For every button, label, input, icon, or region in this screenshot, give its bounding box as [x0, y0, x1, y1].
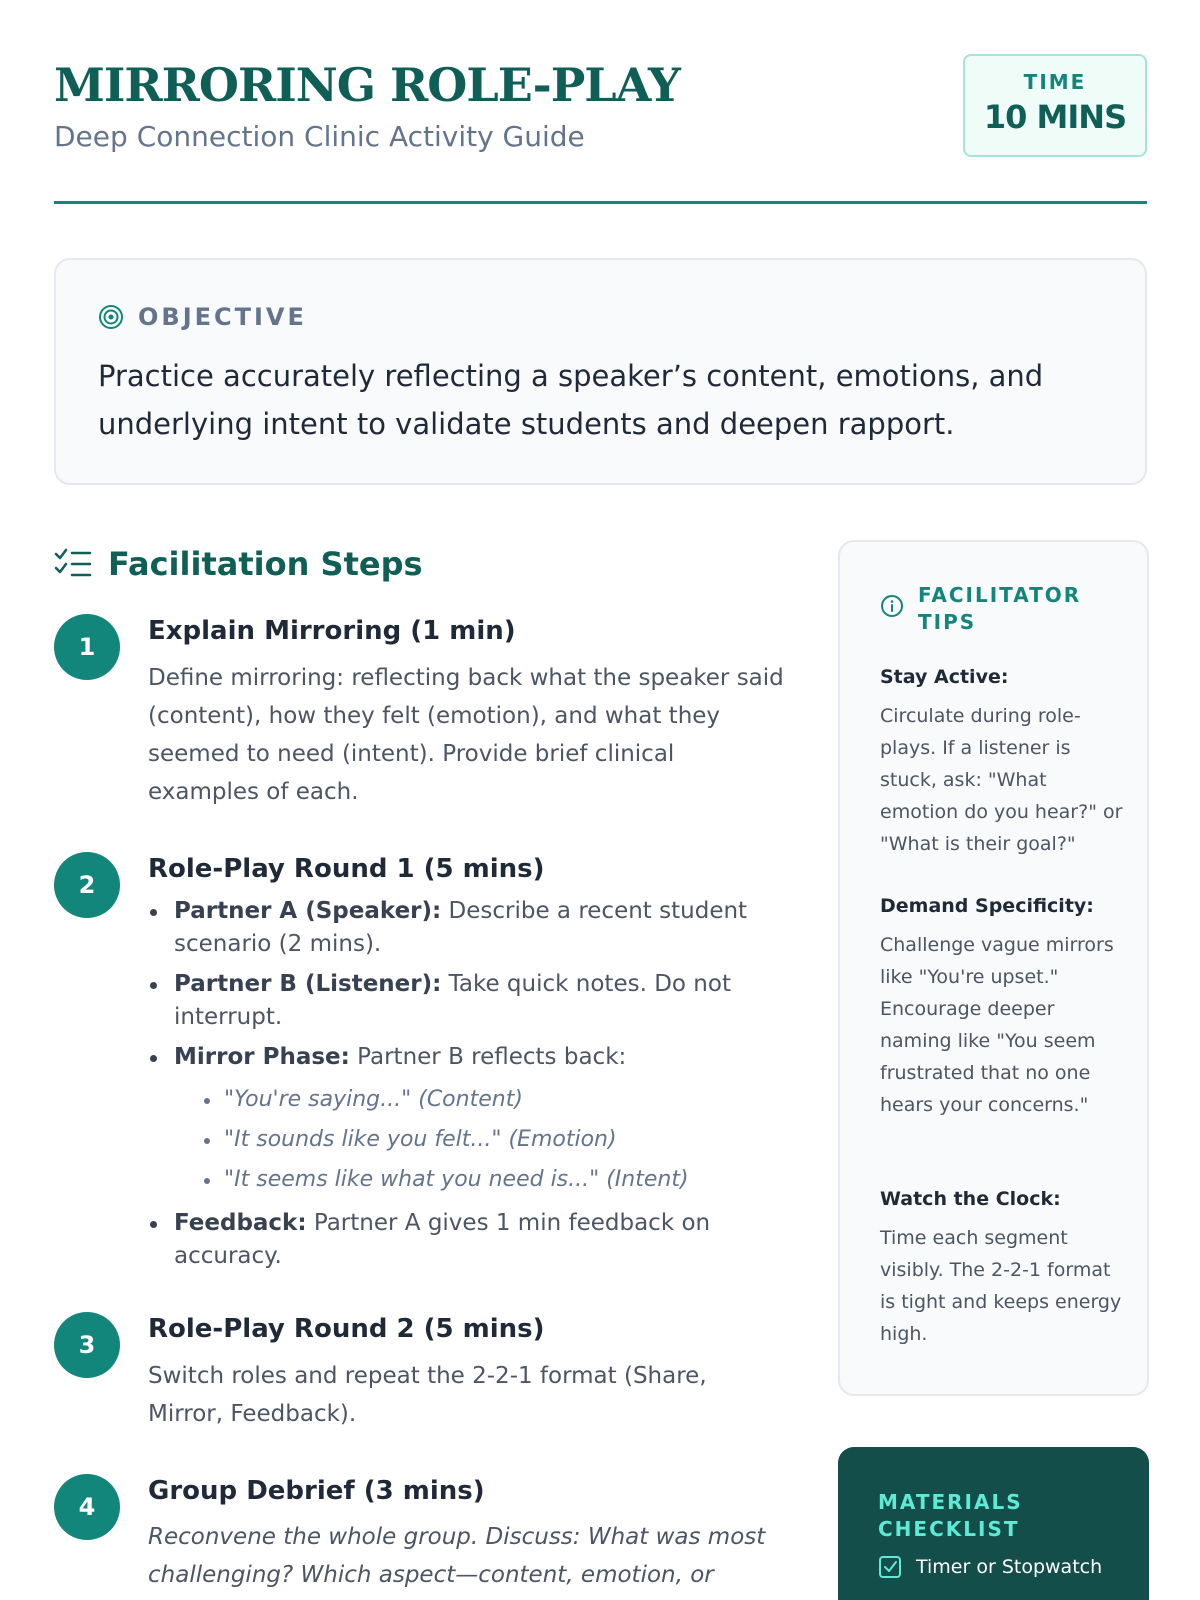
info-icon: [880, 594, 904, 618]
tip-title: Demand Specificity:: [880, 895, 1094, 917]
bullet-label: Partner A (Speaker):: [174, 898, 442, 924]
objective-header: [98, 302, 307, 332]
bullet-text: Partner A gives 1 min feedback on accuracy.: [174, 1210, 711, 1269]
sub-list-item: "It seems like what you need is..." (Intent): [196, 1160, 788, 1200]
time-badge: [963, 54, 1147, 157]
tip-title: Watch the Clock:: [880, 1188, 1061, 1210]
time-value: 10 MINS: [983, 98, 1127, 136]
sub-list-item: "It sounds like you felt..." (Emotion): [196, 1120, 788, 1160]
materials-label: MATERIALS CHECKLIST: [878, 1490, 1023, 1541]
tip-body: Circulate during role-plays. If a listener is stuck, ask: "What emotion do you hear?" or "What is their goal?": [880, 705, 1123, 855]
mirror-phase-sublist: [196, 1080, 788, 1200]
step-number-4: 4: [54, 1474, 120, 1540]
checklist-item-label: Timer or Stopwatch: [916, 1556, 1103, 1578]
page-header: [54, 54, 1147, 204]
checklist-item[interactable]: [878, 1555, 1102, 1579]
bullet-text: Take quick notes. Do not interrupt.: [174, 971, 731, 1030]
step-number-3: 3: [54, 1312, 120, 1378]
tip-title: Stay Active:: [880, 666, 1009, 688]
checkbox-icon: [878, 1555, 902, 1579]
steps-header: [54, 544, 423, 584]
bullet-label: Partner B (Listener):: [174, 971, 442, 997]
step-body-4: Reconvene the whole group. Discuss: What was most challenging? Which aspect—content, emotion, or: [148, 1524, 766, 1588]
bullet-text: Describe a recent student scenario (2 mins).: [174, 898, 748, 957]
tip-body: Challenge vague mirrors like "You're upset." Encourage deeper naming like "You seem frustrated that no one hears your concerns.": [880, 934, 1114, 1116]
list-item: [148, 895, 788, 961]
objective-text: Practice accurately reflecting a speaker’s content, emotions, and underlying intent to validate students and deepen rapport.: [98, 359, 1044, 441]
objective-label: OBJECTIVE: [138, 303, 307, 331]
step-title-2: Role-Play Round 1 (5 mins): [148, 854, 545, 884]
step-title-1: Explain Mirroring (1 min): [148, 616, 516, 646]
list-item: [148, 1041, 788, 1200]
tips-header: [880, 582, 1110, 636]
bullet-text: Partner B reflects back:: [349, 1044, 627, 1070]
step-body-3: Switch roles and repeat the 2-2-1 format (Share, Mirror, Feedback).: [148, 1363, 707, 1427]
step-title-4: Group Debrief (3 mins): [148, 1476, 485, 1506]
time-label: TIME: [1023, 70, 1087, 94]
step-2-bullets: [148, 895, 788, 1280]
step-body-1: Define mirroring: reflecting back what the speaker said (content), how they felt (emotion), and what they seemed to need (intent). Provide brief clinical examples of each.: [148, 665, 784, 805]
page-subtitle: Deep Connection Clinic Activity Guide: [54, 120, 585, 153]
facilitator-tips-card: [838, 540, 1149, 1396]
step-number-2: 2: [54, 852, 120, 918]
target-icon: [98, 304, 124, 330]
bullet-label: Feedback:: [174, 1210, 307, 1236]
tips-label: FACILITATOR TIPS: [918, 583, 1082, 634]
list-item: [148, 1207, 788, 1273]
step-title-3: Role-Play Round 2 (5 mins): [148, 1314, 545, 1344]
checklist-icon: [54, 547, 92, 581]
sub-list-item: "You're saying..." (Content): [196, 1080, 788, 1120]
bullet-label: Mirror Phase:: [174, 1044, 350, 1070]
steps-title: Facilitation Steps: [108, 545, 423, 583]
step-number-1: 1: [54, 614, 120, 680]
materials-checklist-card: [838, 1447, 1149, 1600]
page-title: MIRRORING ROLE-PLAY: [54, 58, 680, 112]
tip-body: Time each segment visibly. The 2-2-1 format is tight and keeps energy high.: [880, 1227, 1122, 1345]
list-item: [148, 968, 788, 1034]
objective-card: [54, 258, 1147, 485]
